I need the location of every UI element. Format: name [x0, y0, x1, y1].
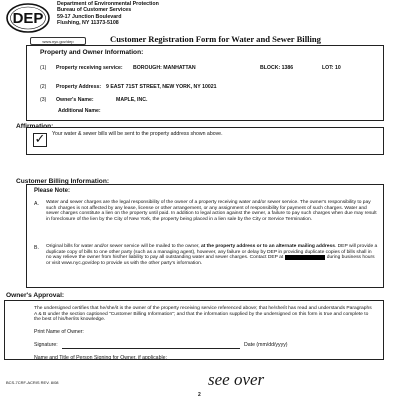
agency-block	[57, 1, 159, 27]
logo-text: DEP	[12, 10, 44, 27]
agency-line: Flushing, NY 11373-5108	[57, 20, 119, 27]
affirmation-checkbox[interactable]: ✓	[34, 132, 46, 147]
print-name-label: Print Name of Owner:	[34, 329, 84, 335]
affirmation-text: Your water & sewer bills will be sent to the property address shown above.	[52, 131, 223, 137]
lot-value: LOT: 10	[322, 65, 341, 71]
approval-text: The undersigned certifies that he/she/it is the owner of the property receiving service referenced above; that he/she/it has read and understands Paragraphs A & B under the section captioned "Customer Billing Information"; and that the information supplied by the undersigned on this form is true and complete to the best of his/her/its knowledge.	[34, 306, 372, 323]
row3-label: Owner's Name:	[56, 97, 94, 103]
dep-logo	[6, 3, 50, 33]
signature-row	[34, 342, 374, 350]
page-number: 2	[198, 392, 201, 398]
para-a-text: Water and sewer charges are the legal responsibility of the owner of a property receiving water and/or sewer service. The owner's responsibility to pay such charges is not affected by any lease, license or other arrangement, or any assignment of responsibility for payment of such charges. Water and sewer charges constitute a lien on the property until paid. In addition to legal action against the owner, a failure to pay such charges when due may result in foreclosure of the lien by the City of New York, the property being placed in a lien sale by the City or Service Termination.	[46, 200, 377, 222]
affirmation-heading: Affirmation:	[16, 123, 54, 130]
para-b-bold: at the property address or to an alternate mailing address	[200, 244, 335, 249]
borough-value: BOROUGH: MANHATTAN	[133, 65, 196, 71]
owner-name-value: MAPLE, INC.	[116, 97, 148, 103]
para-b-label: B.	[34, 245, 39, 251]
row2-label: Property Address:	[56, 84, 102, 90]
row2-number: (2)	[40, 84, 47, 90]
signature-label: Signature:	[34, 342, 58, 348]
para-b-part3: during business hours or visit www.nyc.gov/dep to provide us with the other party's information.	[46, 255, 375, 266]
para-b-part1: Original bills for water and/or sewer service will be mailed to the owner,	[46, 244, 200, 249]
row3-number: (3)	[40, 97, 47, 103]
website-badge: www.nyc.gov/dep	[30, 37, 86, 45]
approval-heading: Owner's Approval:	[6, 292, 65, 299]
para-a-label: A.	[34, 201, 39, 207]
signature-line[interactable]	[62, 348, 240, 349]
property-address-value: 9 EAST 71ST STREET, NEW YORK, NY 10021	[106, 84, 217, 90]
date-label: Date (mm/dd/yyyy)	[244, 342, 288, 348]
agency-line: Department of Environmental Protection	[57, 1, 159, 7]
redacted-phone	[285, 255, 326, 260]
para-b-part2: . DEP will provide a duplicate copy of bills to one other party (such as a managing agent), however, any failure or delay by DEP in providing duplicate copies of bills shall in no way relieve the owner from his/her liability to pay all outstanding water and sewer charges. Contact DEP at	[46, 244, 378, 261]
please-note: Please Note:	[34, 188, 71, 194]
additional-name-label: Additional Name:	[58, 108, 101, 114]
handwritten-note: see over	[208, 370, 265, 389]
para-b-text	[46, 244, 378, 266]
property-heading: Property and Owner Information:	[40, 49, 144, 56]
billing-heading: Customer Billing Information:	[16, 178, 110, 185]
block-value: BLOCK: 1386	[260, 65, 294, 71]
name-title-label: Name and Title of Person Signing for Owner, if applicable:	[34, 355, 167, 361]
agency-line: Bureau of Customer Services	[57, 7, 132, 14]
form-title: Customer Registration Form for Water and Sewer Billing	[110, 34, 321, 44]
row1-number: (1)	[40, 65, 47, 71]
form-code: BCS-7CRF-ACRIS REV. 8/08	[6, 380, 59, 385]
row1-label: Property receiving service:	[56, 65, 123, 71]
agency-line: 59-17 Junction Boulevard	[57, 13, 122, 20]
